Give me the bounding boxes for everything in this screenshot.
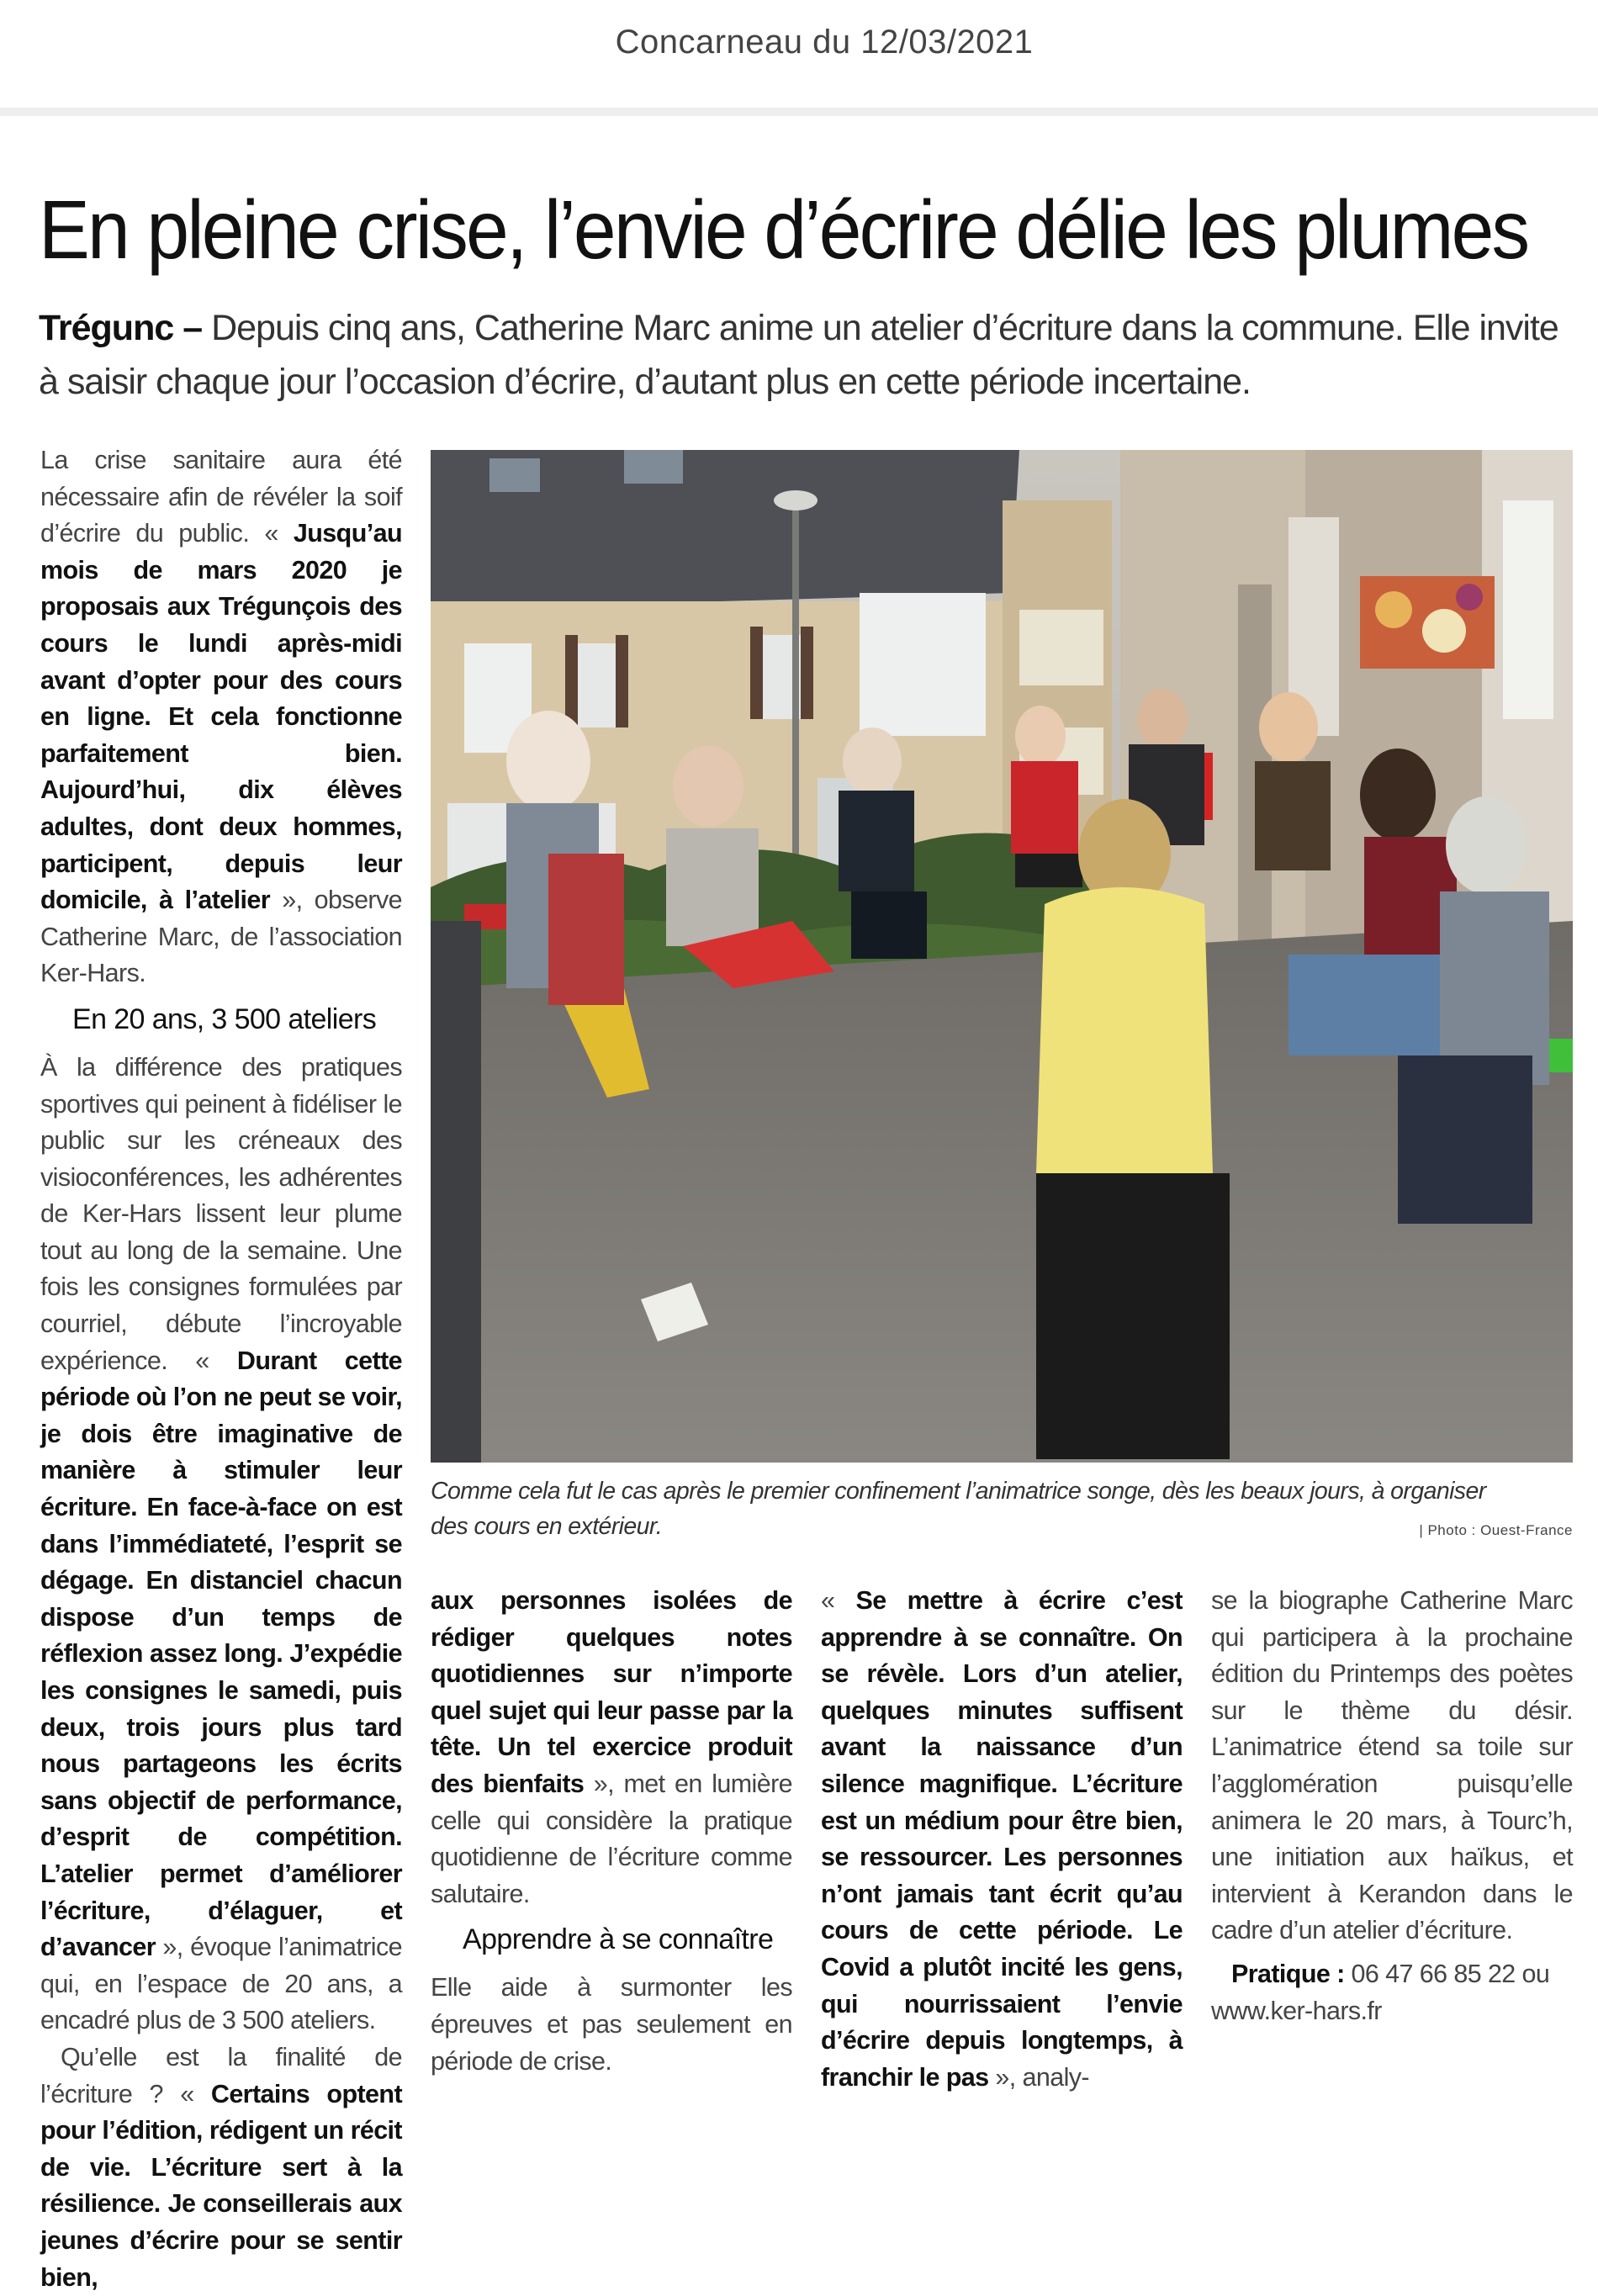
edition-header xyxy=(0,0,1598,116)
photo-caption: Comme cela fut le cas après le premier confinement l’animatrice songe, dès les beaux jours, à organiser des cours en extérieur. xyxy=(431,1478,1486,1540)
practical-label: Pratique : xyxy=(1231,1959,1345,1988)
body-text: se la biographe Catherine Marc qui participera à la prochaine édition du Printemps des poètes sur le thème du désir. L’animatrice étend sa toile sur l’agglomération puisqu’elle animera le 20 mars, à Tourc’h, une initiation aux haïkus, et intervient à Kerandon dans le cadre d’un atelier d’écriture. xyxy=(1211,1586,1573,1945)
body-text: », analy- xyxy=(988,2062,1089,2092)
body-text: », met en lumière celle qui considère la pratique quotidienne de l’écriture comme salutaire. xyxy=(431,1769,792,1908)
article-column-2 xyxy=(431,1583,792,2080)
article-column-4 xyxy=(1211,1583,1573,2029)
quote-text: Durant cette période où l’on ne peut se voir, je dois être imaginative de manière à stimuler leur écriture. En face-à-face on est dans l’immédiateté, l’esprit se dégage. En distanciel chacun dispose d’un temps de réflexion assez long. J’expédie les consignes le samedi, puis deux, trois jours plus tard nous partageons les écrits sans objectif de performance, d’esprit de compétition. L’atelier permet d’améliorer l’écriture, d’élaguer, et d’avancer xyxy=(40,1346,402,1962)
subheading: En 20 ans, 3 500 ateliers xyxy=(72,1003,377,1035)
article-column-1 xyxy=(40,442,402,2296)
quote-text: Se mettre à écrire c’est apprendre à se connaître. On se révèle. Lors d’un atelier, quelques minutes suffisent avant la naissance d’un silence magnifique. L’écriture est un médium pour être bien, se ressourcer. Les personnes n’ont jamais tant écrit qu’au cours de cette période. Le Covid a plutôt incité les gens, qui nourrissaient l’envie d’écrire depuis longtemps, à franchir le pas xyxy=(821,1586,1183,2092)
practical-website: www.ker-hars.fr xyxy=(1211,1996,1382,2025)
quote-text: aux personnes isolées de rédiger quelques notes quotidiennes sur n’importe quel sujet qui leur passe par la tête. Un tel exercice produit des bienfaits xyxy=(431,1586,792,1798)
body-text: Qu’elle est la finalité de l’écriture ? « xyxy=(40,2042,402,2108)
article-column-3 xyxy=(821,1583,1183,2096)
photo-credit: | Photo : Ouest-France xyxy=(1419,1522,1573,1538)
body-text: « xyxy=(821,1586,856,1615)
standfirst-text: Depuis cinq ans, Catherine Marc anime un atelier d’écriture dans la commune. Elle invite à saisir chaque jour l’occasion d’écrire, d’autant plus en cette période incertaine. xyxy=(39,308,1558,402)
article-photo xyxy=(431,450,1573,1463)
article-standfirst xyxy=(39,301,1569,409)
subheading: Apprendre à se connaître xyxy=(463,1923,774,1956)
practical-phone: 06 47 66 85 22 ou xyxy=(1344,1959,1550,1988)
edition-date: Concarneau du 12/03/2021 xyxy=(615,24,1034,61)
body-text: Elle aide à surmonter les épreuves et pas seulement en période de crise. xyxy=(431,1973,792,2076)
body-text: À la différence des pratiques sportives qui peinent à fidéliser le public sur les créneaux des visioconférences, les adhérentes de Ker-Hars lissent leur plume tout au long de la semaine. Une fois les consignes formulées par courriel, débute l’incroyable expérience. « xyxy=(40,1052,402,1375)
quote-text: Certains optent pour l’édition, rédigent un récit de vie. L’écriture sert à la résilience. Je conseillerais aux jeunes d’écrire pour se sentir bien, xyxy=(40,2079,403,2292)
article-headline: En pleine crise, l’envie d’écrire délie les plumes xyxy=(39,183,1528,276)
body-text: La crise sanitaire aura été nécessaire afin de révéler la soif d’écrire du public. « xyxy=(40,446,402,548)
dateline: Trégunc – xyxy=(39,308,203,348)
body-text: », observe Catherine Marc, de l’association Ker-Hars. xyxy=(40,886,402,988)
quote-text: Jusqu’au mois de mars 2020 je proposais aux Trégunçois des cours le lundi après-midi avant d’opter pour des cours en ligne. Et cela fonctionne parfaitement bien. Aujourd’hui, dix élèves adultes, dont deux hommes, participent, depuis leur domicile, à l’atelier xyxy=(40,519,402,915)
body-text: », évoque l’animatrice qui, en l’espace de 20 ans, a encadré plus de 3 500 ateliers. xyxy=(40,1933,402,2035)
